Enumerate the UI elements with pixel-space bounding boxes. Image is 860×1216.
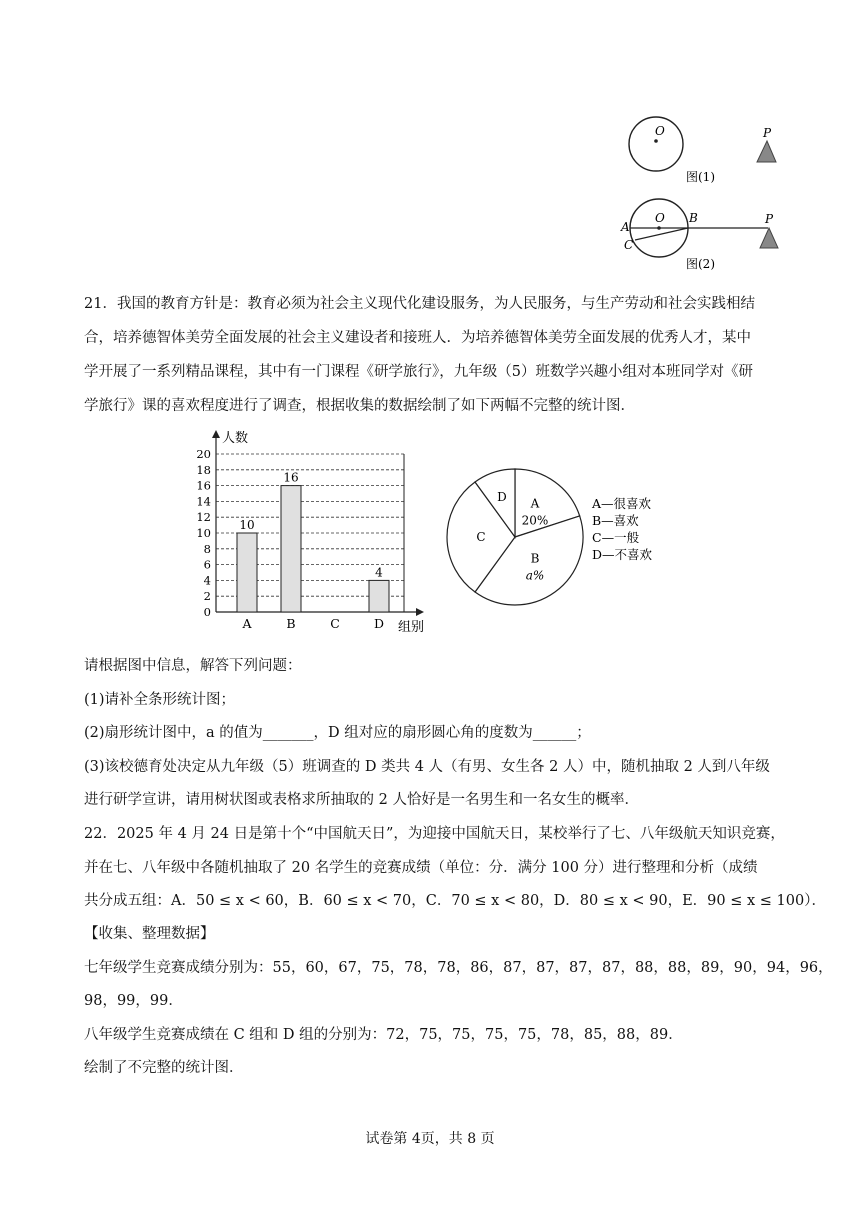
q22-grade8-line: 八年级学生竞赛成绩在 C 组和 D 组的分别为：72，75，75，75，75，78，85，88，89． xyxy=(84,1027,683,1043)
bar-a xyxy=(237,533,257,612)
bar-chart-ytick-label: 20 xyxy=(196,447,211,461)
pie-legend-item: B—喜欢 xyxy=(592,513,639,528)
center-point-fig2 xyxy=(657,226,661,230)
bar-chart-ytick-label: 6 xyxy=(203,557,211,572)
pie-legend-item: A—很喜欢 xyxy=(592,496,652,511)
bar-chart xyxy=(180,426,430,638)
pie-legend-item: C—一般 xyxy=(592,530,640,545)
pie-slice-label: B xyxy=(530,551,540,566)
bar-data-label: 10 xyxy=(239,518,255,532)
bar-d xyxy=(369,580,389,612)
bar-category-label: C xyxy=(330,616,340,631)
q22-grade7-line1: 七年级学生竞赛成绩分别为：55，60，67，75，78，78，86，87，87，87，87，88，88，89，90，94，96， xyxy=(84,960,833,976)
pie-slice-label: D xyxy=(497,489,507,504)
bar-chart-ytick-label: 4 xyxy=(203,573,211,588)
q22-line2: 并在七、八年级中各随机抽取了 20 名学生的竞赛成绩（单位：分．满分 100 分）进行整理和分析（成绩 xyxy=(84,860,758,876)
q21-line-1: 21．我国的教育方针是：教育必须为社会主义现代化建设服务，为人民服务，与生产劳动和社会实践相结 xyxy=(84,296,755,312)
bar-category-label: D xyxy=(373,616,385,631)
label-a-fig2: A xyxy=(621,220,630,234)
bar-chart-ytick-label: 12 xyxy=(196,510,211,525)
pie-legend-item: D—不喜欢 xyxy=(592,547,653,562)
q21-line-4: 学旅行》课的喜欢程度进行了调查，根据收集的数据绘制了如下两幅不完整的统计图． xyxy=(84,398,635,414)
line-c-b xyxy=(635,228,688,240)
label-p-fig1: P xyxy=(763,126,772,140)
bar-chart-ytick-label: 16 xyxy=(196,478,211,493)
bar-chart-ytick-label: 14 xyxy=(196,494,211,509)
bar-chart-xlabel: 组别 xyxy=(398,620,425,635)
bar-chart-ylabel: 人数 xyxy=(222,431,249,446)
pie-slice-percent: a% xyxy=(525,568,545,583)
pie-slice-label: A xyxy=(530,496,540,511)
label-c-fig2: C xyxy=(624,238,634,252)
q21-sub3-line2: 进行研学宣讲，请用树状图或表格求所抽取的 2 人恰好是一名男生和一名女生的概率． xyxy=(84,792,639,808)
bar-chart-ytick-label: 10 xyxy=(196,526,211,540)
q21-sub1: (1)请补全条形统计图； xyxy=(84,692,236,708)
caption-fig1: 图(1) xyxy=(686,170,715,184)
q21-sub3-line1: (3)该校德育处决定从九年级（5）班调查的 D 类共 4 人（有男、女生各 2 人）中，随机抽取 2 人到八年级 xyxy=(84,759,770,775)
q21-line-3: 学开展了一系列精品课程，其中有一门课程《研学旅行》，九年级（5）班数学兴趣小组对本班同学对《研 xyxy=(84,364,753,380)
page-footer: 试卷第 4页，共 8 页 xyxy=(365,1131,495,1147)
q21-sub2: (2)扇形统计图中，a 的值为_______，D 组对应的扇形圆心角的度数为______； xyxy=(84,725,591,741)
bar-data-label: 4 xyxy=(375,565,383,580)
label-p-fig2: P xyxy=(765,212,774,226)
label-o-fig1: O xyxy=(655,124,665,138)
label-o-fig2: O xyxy=(655,211,665,225)
bar-data-label: 16 xyxy=(283,470,299,485)
caption-fig2: 图(2) xyxy=(686,257,715,271)
q21-prompt: 请根据图中信息，解答下列问题： xyxy=(84,658,302,674)
label-b-fig2: B xyxy=(689,211,698,225)
triangle-p-fig1 xyxy=(757,141,776,162)
x-axis-arrow-icon xyxy=(416,608,424,616)
center-point-fig1 xyxy=(654,139,658,143)
triangle-p-fig2 xyxy=(760,228,778,248)
q21-line-2: 合，培养德智体美劳全面发展的社会主义建设者和接班人．为培养德智体美劳全面发展的优秀人才，某中 xyxy=(84,330,751,346)
q22-section-heading: 【收集、整理数据】 xyxy=(84,926,215,942)
bar-chart-ytick-label: 0 xyxy=(203,605,211,619)
y-axis-arrow-icon xyxy=(212,430,220,438)
q22-line3: 共分成五组：A．50 ≤ x < 60，B．60 ≤ x < 70，C．70 ≤ x < 80，D．80 ≤ x < 90，E．90 ≤ x ≤ 100）． xyxy=(84,893,826,909)
q22-line1: 22．2025 年 4 月 24 日是第十个“中国航天日”，为迎接中国航天日，某校举行了七、八年级航天知识竞赛， xyxy=(84,826,785,842)
bar-category-label: A xyxy=(242,616,252,631)
q22-last-line: 绘制了不完整的统计图． xyxy=(84,1060,244,1076)
pie-slice-percent: 20% xyxy=(521,513,549,528)
bar-chart-ytick-label: 2 xyxy=(203,589,211,604)
bar-category-label: B xyxy=(286,616,296,631)
bar-chart-ytick-label: 8 xyxy=(203,541,211,556)
bar-chart-ytick-label: 18 xyxy=(196,462,211,477)
bar-b xyxy=(281,486,301,612)
geometry-figure xyxy=(612,110,792,280)
pie-chart xyxy=(440,464,680,614)
q22-grade7-line2: 98，99，99． xyxy=(84,993,183,1009)
pie-slice-label: C xyxy=(476,530,486,544)
